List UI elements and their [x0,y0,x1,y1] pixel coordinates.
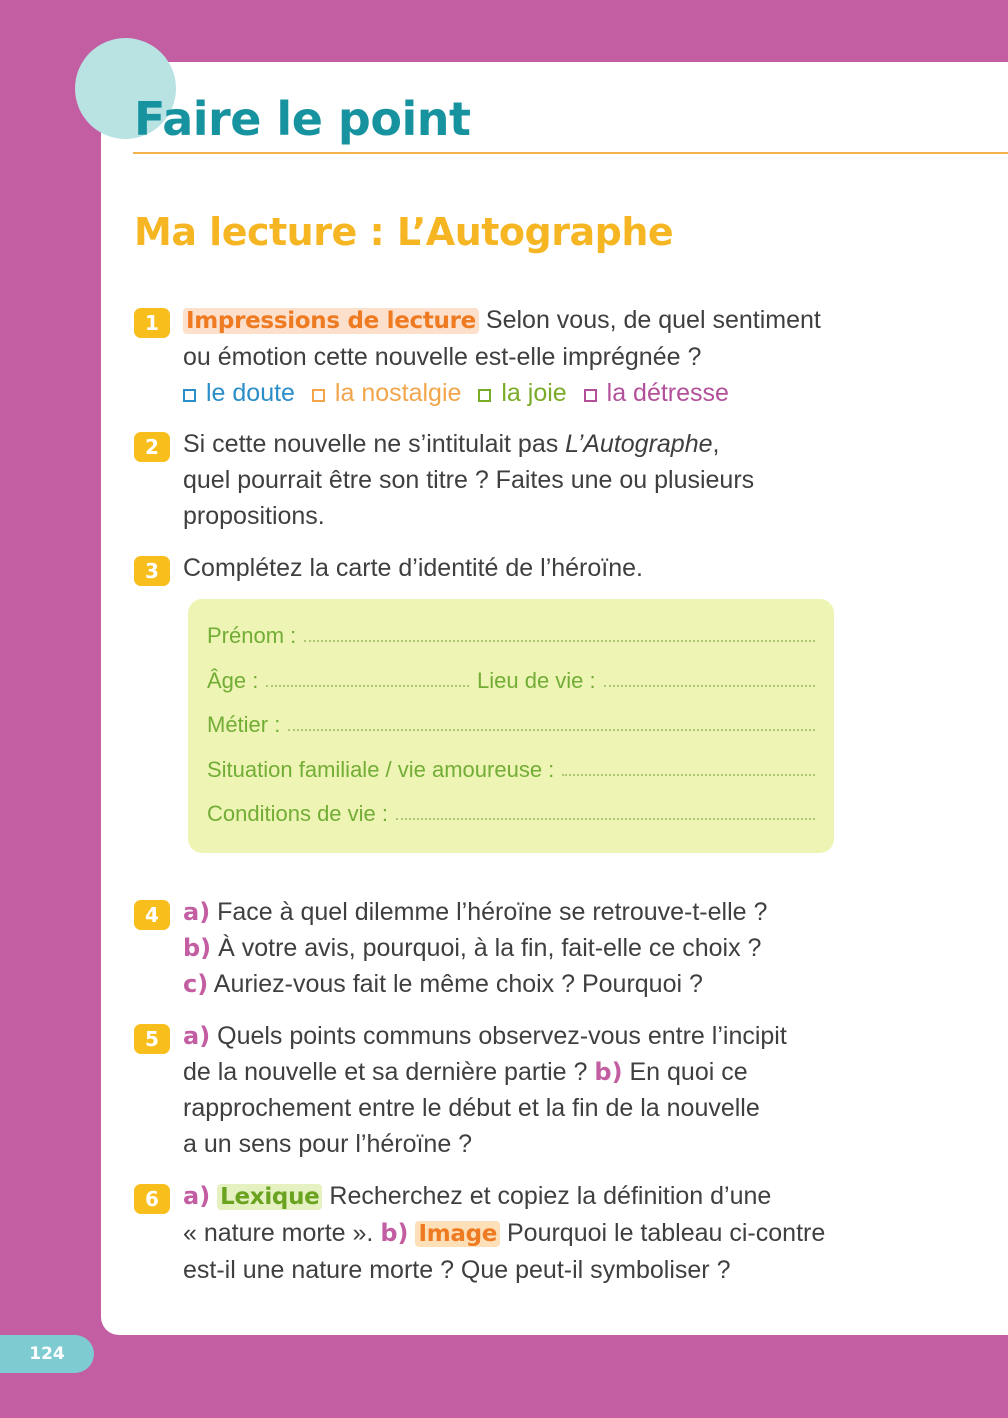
checkbox-icon[interactable] [312,389,325,402]
field-situation[interactable]: Situation familiale / vie amoureuse : [207,753,815,783]
option-doute[interactable]: le doute [183,379,295,407]
question-text: a) Face à quel dilemme l’héroïne se retrouve-t-elle ? b) À votre avis, pourquoi, à la fin, fait-elle ce choix ? c) Auriez-vous fait le même choix ? Pourquoi ? [183,898,768,998]
question-number-badge: 3 [134,556,170,586]
checkbox-icon[interactable] [478,389,491,402]
question-number-badge: 2 [134,432,170,462]
page-title: Faire le point [134,92,471,146]
field-prenom[interactable]: Prénom : [207,619,815,649]
option-nostalgie[interactable]: la nostalgie [312,379,461,407]
question-text: a) Quels points communs observez-vous entre l’incipit de la nouvelle et sa dernière partie ? b) En quoi ce rapprochement entre le début et la fin de la nouvelle a un sens pour l’héroïne ? [183,1022,787,1158]
title-divider [133,152,1008,154]
field-lieu-de-vie[interactable]: Lieu de vie : [477,664,815,694]
field-metier[interactable]: Métier : [207,708,815,738]
section-title: Ma lecture : L’Autographe [134,210,674,254]
image-tag: Image [415,1221,500,1247]
question-text: a) Lexique Recherchez et copiez la définition d’une « nature morte ». b) Image Pourquoi le tableau ci-contre est-il une nature morte ? Que peut-il symboliser ? [183,1182,826,1284]
emotion-options [183,375,903,411]
field-conditions[interactable]: Conditions de vie : [207,797,815,827]
field-age[interactable]: Âge : [207,664,469,694]
checkbox-icon[interactable] [584,389,597,402]
blank-line[interactable] [266,685,469,687]
page-number: 124 [0,1335,94,1373]
blank-line[interactable] [396,818,815,820]
identity-card [188,599,834,853]
question-text: Complétez la carte d’identité de l’héroïne. [183,554,643,582]
blank-line[interactable] [304,640,815,642]
blank-line[interactable] [562,774,815,776]
question-number-badge: 4 [134,900,170,930]
question-number-badge: 1 [134,308,170,338]
question-text: Si cette nouvelle ne s’intitulait pas L’Autographe, quel pourrait être son titre ? Faites une ou plusieurs propositions. [183,430,755,530]
lexique-tag: Lexique [217,1184,322,1210]
checkbox-icon[interactable] [183,389,196,402]
question-number-badge: 5 [134,1024,170,1054]
question-text: Impressions de lecture Selon vous, de quel sentiment ou émotion cette nouvelle est-elle imprégnée ? le doute la nostalgie la joie la détresse [183,302,903,411]
blank-line[interactable] [604,685,815,687]
option-joie[interactable]: la joie [478,379,566,407]
option-detresse[interactable]: la détresse [584,379,729,407]
blank-line[interactable] [288,729,815,731]
impressions-tag: Impressions de lecture [183,308,479,334]
question-number-badge: 6 [134,1184,170,1214]
